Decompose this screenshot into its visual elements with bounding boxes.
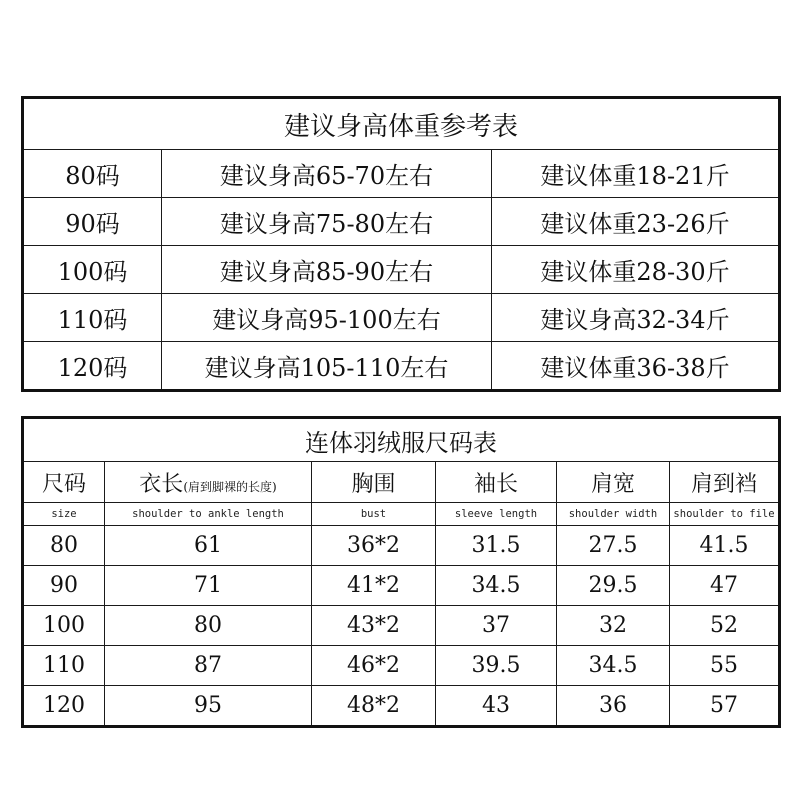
table-row: [23, 526, 780, 566]
eng-header-sleeve: sleeve length: [436, 503, 557, 526]
header-size: 尺码: [23, 462, 105, 503]
weight-cell: 建议体重23-26斤: [492, 198, 780, 246]
length-cell: 61: [105, 526, 312, 566]
shoulder-cell: 29.5: [557, 566, 670, 606]
size-cell: 100: [23, 606, 105, 646]
header-length: [105, 462, 312, 503]
size-cell: 90: [23, 566, 105, 606]
table2-title: 连体羽绒服尺码表: [23, 418, 780, 462]
header-shoulder: 肩宽: [557, 462, 670, 503]
sleeve-cell: 34.5: [436, 566, 557, 606]
crotch-cell: 41.5: [670, 526, 780, 566]
table-row: [23, 566, 780, 606]
table-row: [23, 606, 780, 646]
length-cell: 95: [105, 686, 312, 727]
sleeve-cell: 37: [436, 606, 557, 646]
table-row: [23, 646, 780, 686]
sleeve-cell: 43: [436, 686, 557, 727]
header-crotch: 肩到裆: [670, 462, 780, 503]
shoulder-cell: 34.5: [557, 646, 670, 686]
crotch-cell: 57: [670, 686, 780, 727]
height-cell: 建议身高65-70左右: [162, 150, 492, 198]
table-row: [23, 198, 780, 246]
size-cell: 110: [23, 646, 105, 686]
eng-header-size: size: [23, 503, 105, 526]
size-cell: 90码: [23, 198, 162, 246]
size-cell: 100码: [23, 246, 162, 294]
sleeve-cell: 39.5: [436, 646, 557, 686]
table-row: [23, 686, 780, 727]
header-bust: 胸围: [312, 462, 436, 503]
eng-header-bust: bust: [312, 503, 436, 526]
size-cell: 80: [23, 526, 105, 566]
header-length-label: 衣长: [139, 471, 184, 497]
crotch-cell: 47: [670, 566, 780, 606]
shoulder-cell: 36: [557, 686, 670, 727]
length-cell: 80: [105, 606, 312, 646]
crotch-cell: 55: [670, 646, 780, 686]
bust-cell: 46*2: [312, 646, 436, 686]
header-length-note: (肩到脚裸的长度): [183, 479, 277, 494]
bust-cell: 41*2: [312, 566, 436, 606]
weight-cell: 建议体重18-21斤: [492, 150, 780, 198]
size-cell: 110码: [23, 294, 162, 342]
shoulder-cell: 27.5: [557, 526, 670, 566]
height-cell: 建议身高85-90左右: [162, 246, 492, 294]
table-row: [23, 246, 780, 294]
header-row: [23, 462, 780, 503]
bust-cell: 43*2: [312, 606, 436, 646]
bust-cell: 48*2: [312, 686, 436, 727]
eng-header-length: shoulder to ankle length: [105, 503, 312, 526]
length-cell: 71: [105, 566, 312, 606]
english-header-row: [23, 503, 780, 526]
table-row: [23, 342, 780, 391]
eng-header-shoulder: shoulder width: [557, 503, 670, 526]
header-sleeve: 袖长: [436, 462, 557, 503]
size-cell: 120码: [23, 342, 162, 391]
height-cell: 建议身高95-100左右: [162, 294, 492, 342]
weight-cell: 建议体重36-38斤: [492, 342, 780, 391]
height-weight-reference-table: [21, 96, 781, 392]
table-row: [23, 150, 780, 198]
weight-cell: 建议身高32-34斤: [492, 294, 780, 342]
table1-title: 建议身高体重参考表: [23, 98, 780, 150]
height-cell: 建议身高105-110左右: [162, 342, 492, 391]
table-row: [23, 294, 780, 342]
weight-cell: 建议体重28-30斤: [492, 246, 780, 294]
eng-header-crotch: shoulder to file: [670, 503, 780, 526]
shoulder-cell: 32: [557, 606, 670, 646]
crotch-cell: 52: [670, 606, 780, 646]
size-cell: 80码: [23, 150, 162, 198]
length-cell: 87: [105, 646, 312, 686]
bust-cell: 36*2: [312, 526, 436, 566]
height-cell: 建议身高75-80左右: [162, 198, 492, 246]
jumpsuit-size-chart: [21, 416, 781, 728]
size-cell: 120: [23, 686, 105, 727]
sleeve-cell: 31.5: [436, 526, 557, 566]
